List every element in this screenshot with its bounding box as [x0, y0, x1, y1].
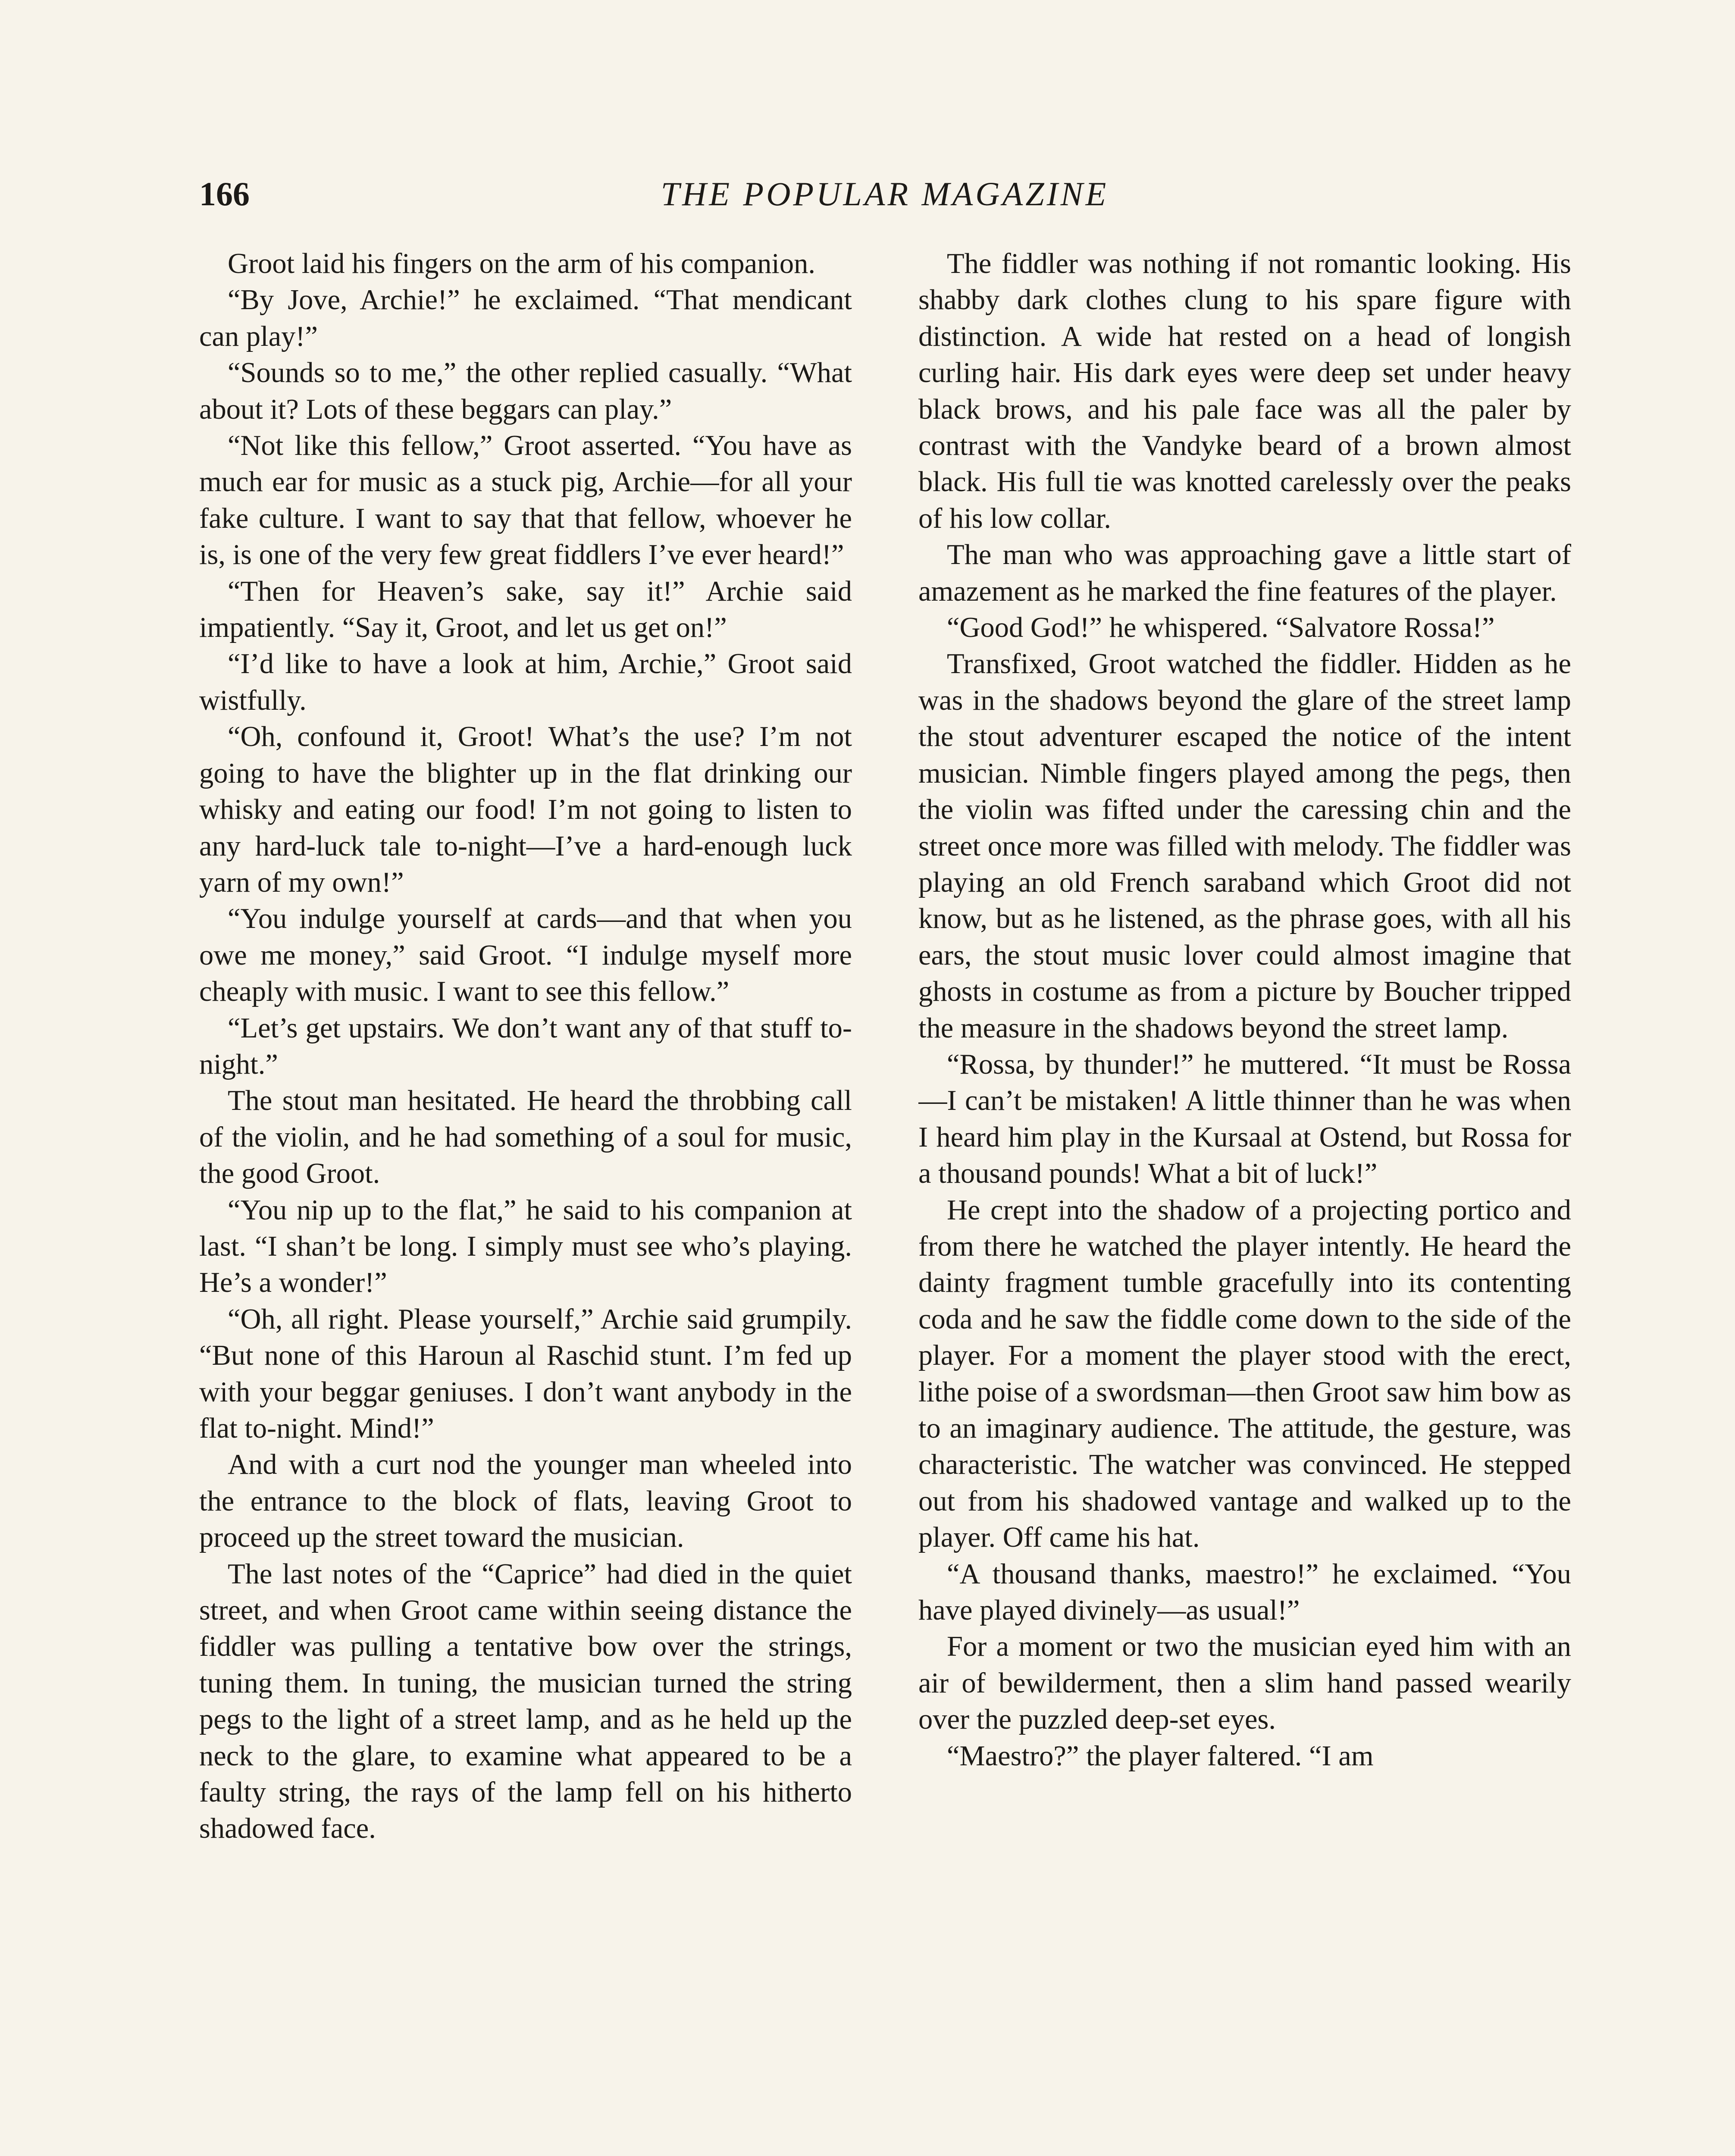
page-number: 166 — [199, 175, 250, 213]
paragraph: And with a curt nod the younger man wheeled into the entrance to the block of flats, leaving Groot to proceed up the street toward the musician. — [199, 1449, 852, 1554]
paragraph: Groot laid his fingers on the arm of his companion. — [228, 248, 815, 279]
paragraph: “A thousand thanks, maestro!” he exclaimed. “You have played divinely—as usual!” — [918, 1558, 1571, 1626]
running-title: THE POPULAR MAGAZINE — [661, 175, 1109, 213]
paragraph: The stout man hesitated. He heard the throbbing call of the violin, and he had something of a soul for music, the good Groot. — [199, 1085, 852, 1190]
paragraph: “I’d like to have a look at him, Archie,” Groot said wistfully. — [199, 648, 852, 716]
page-header — [199, 166, 1570, 222]
paragraph: “By Jove, Archie!” he exclaimed. “That mendicant can play!” — [199, 284, 852, 352]
paragraph: Transfixed, Groot watched the fiddler. Hidden as he was in the shadows beyond the glare of the street lamp the stout adventurer escaped the notice of the intent musician. Nimble fingers played among the pegs, then the violin was fifted under the caressing chin and the street once more was filled with melody. The fiddler was playing an old French saraband which Groot did not know, but as he listened, as the phrase goes, with all his ears, the stout music lover could almost imagine that ghosts in costume as from a picture by Boucher tripped the measure in the shadows beyond the street lamp. — [918, 648, 1571, 1044]
left-column — [199, 246, 852, 2156]
paragraph: The last notes of the “Caprice” had died in the quiet street, and when Groot came within seeing distance the fiddler was pulling a tentative bow over the strings, tuning them. In tuning, the musician turned the string pegs to the light of a street lamp, and as he held up the neck to the glare, to examine what appeared to be a faulty string, the rays of the lamp fell on his hitherto shadowed face. — [199, 1558, 852, 1845]
paragraph: He crept into the shadow of a projecting portico and from there he watched the player intently. He heard the dainty fragment tumble gracefully into its contenting coda and he saw the fiddle come down to the side of the player. For a moment the player stood with the erect, lithe poise of a swordsman—then Groot saw him bow as to an imaginary audience. The attitude, the gesture, was characteristic. The watcher was convinced. He stepped out from his shadowed vantage and walked up to the player. Off came his hat. — [918, 1194, 1571, 1554]
paragraph: For a moment or two the musician eyed him with an air of bewilderment, then a slim hand passed wearily over the puzzled deep-set eyes. — [918, 1631, 1571, 1736]
paragraph: “Rossa, by thunder!” he muttered. “It must be Rossa—I can’t be mistaken! A little thinner than he was when I heard him play in the Kursaal at Ostend, but Rossa for a thousand pounds! What a bit of luck!” — [918, 1048, 1571, 1190]
paragraph: “Then for Heaven’s sake, say it!” Archie said impatiently. “Say it, Groot, and let us get on!” — [199, 575, 852, 644]
paragraph: “Oh, all right. Please yourself,” Archie said grumpily. “But none of this Haroun al Raschid stunt. I’m fed up with your beggar geniuses. I don’t want anybody in the flat to-night. Mind!” — [199, 1303, 852, 1444]
right-column — [918, 246, 1571, 2156]
paragraph: “You nip up to the flat,” he said to his companion at last. “I shan’t be long. I simply must see who’s playing. He’s a wonder!” — [199, 1194, 852, 1299]
paragraph: “Sounds so to me,” the other replied casually. “What about it? Lots of these beggars can play.” — [199, 357, 852, 425]
paragraph: “You indulge yourself at cards—and that when you owe me money,” said Groot. “I indulge myself more cheaply with music. I want to see this fellow.” — [199, 903, 852, 1008]
paragraph: “Good God!” he whispered. “Salvatore Rossa!” — [947, 612, 1495, 644]
paragraph: “Not like this fellow,” Groot asserted. “You have as much ear for music as a stuck pig, Archie—for all your fake culture. I want to say that that fellow, whoever he is, is one of the very few great fiddlers I’ve ever heard!” — [199, 430, 852, 571]
paragraph: The man who was approaching gave a little start of amazement as he marked the fine features of the player. — [918, 539, 1571, 607]
paragraph: “Maestro?” the player faltered. “I am — [947, 1740, 1374, 1772]
paragraph: The fiddler was nothing if not romantic looking. His shabby dark clothes clung to his spare figure with distinction. A wide hat rested on a head of longish curling hair. His dark eyes were deep set under heavy black brows, and his pale face was all the paler by contrast with the Vandyke beard of a brown almost black. His full tie was knotted carelessly over the peaks of his low collar. — [918, 248, 1571, 534]
paragraph: “Oh, confound it, Groot! What’s the use? I’m not going to have the blighter up in the flat drinking our whisky and eating our food! I’m not going to listen to any hard-luck tale to-night—I’ve a hard-enough luck yarn of my own!” — [199, 721, 852, 898]
paragraph: “Let’s get upstairs. We don’t want any of that stuff to-night.” — [199, 1012, 852, 1080]
